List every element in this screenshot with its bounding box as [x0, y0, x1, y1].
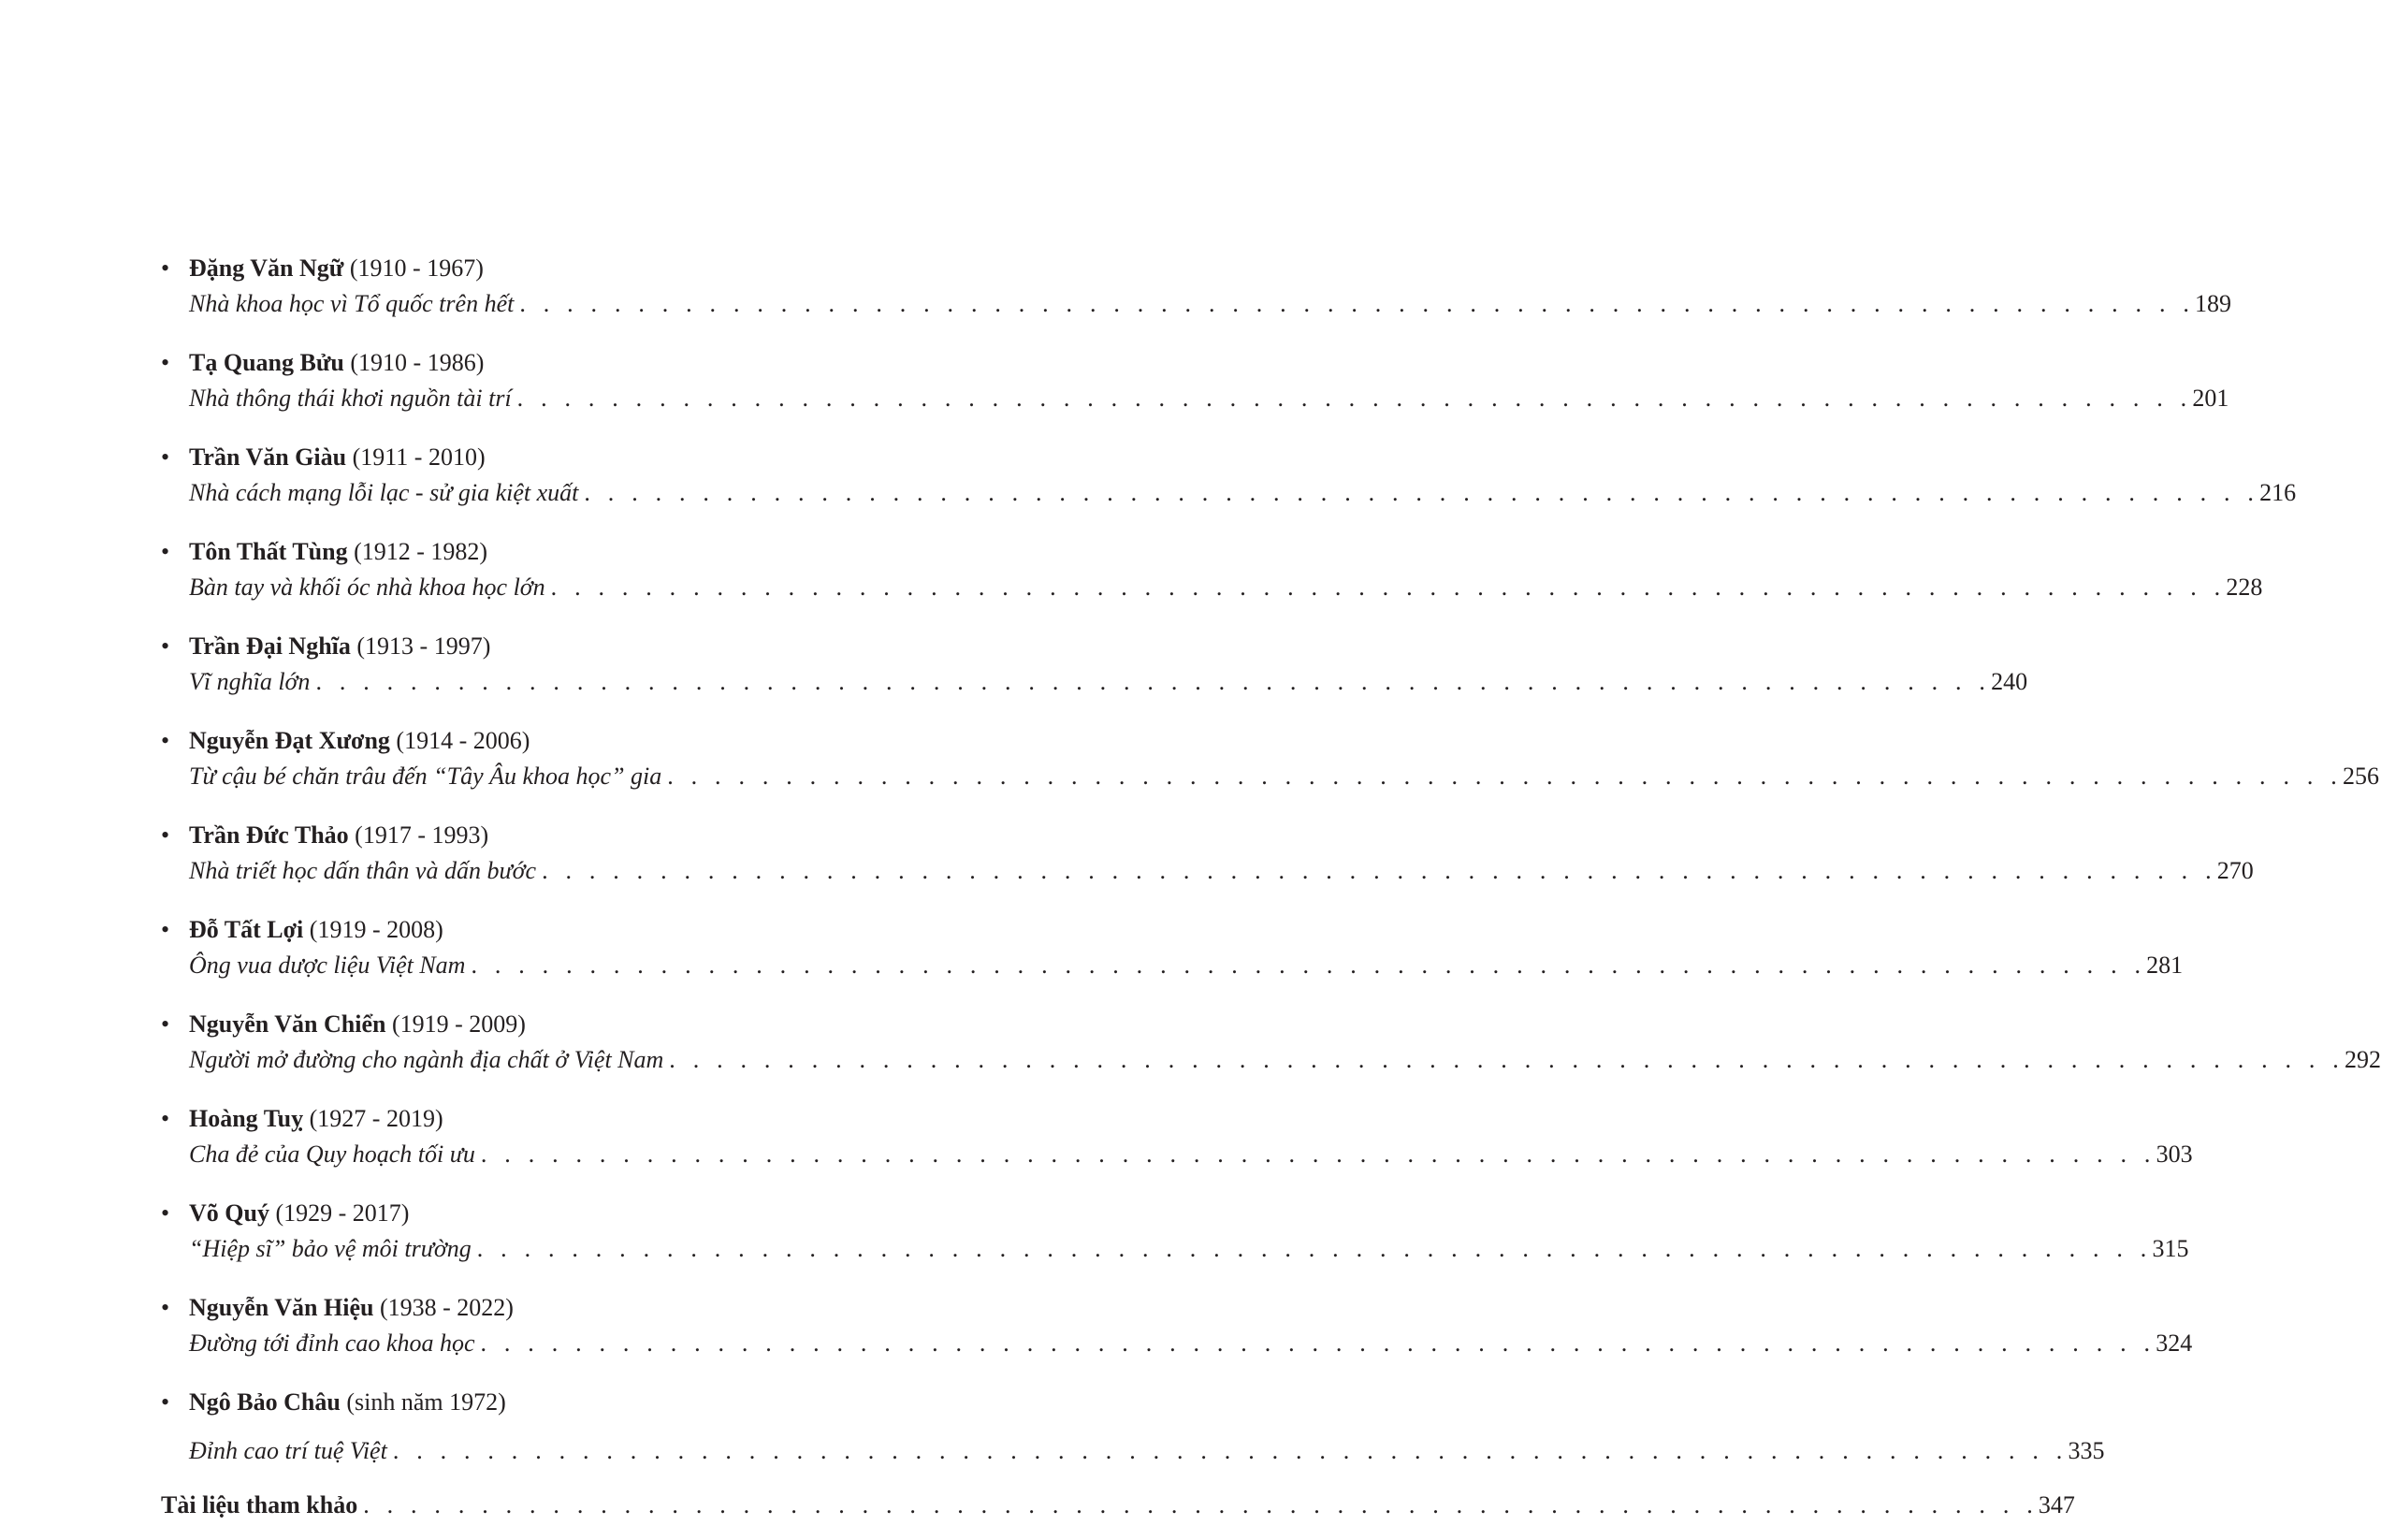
entry-line [189, 288, 2232, 320]
person-name: Trần Văn Giàu [189, 443, 347, 471]
dot-leader: . . . . . . . . . . . . . . . . . . . . . . . . . . . . . . . . . . . . . . . . . . . . . . . . . . . . . . . . . . . . . . . . . . . . . . . [669, 1046, 2345, 1073]
references-title: Tài liệu tham khảo [161, 1491, 358, 1518]
bullet: • [161, 1199, 170, 1227]
page-number: 201 [2192, 385, 2229, 412]
dot-leader: . . . . . . . . . . . . . . . . . . . . . . . . . . . . . . . . . . . . . . . . . . . . . . . . . . . . . . . . . . . . . . . . . . . . . . . [480, 1329, 2156, 1357]
toc-entry-references[interactable] [161, 1489, 2075, 1521]
person-years: (1913 - 1997) [356, 632, 491, 660]
dot-leader: . . . . . . . . . . . . . . . . . . . . . . . . . . . . . . . . . . . . . . . . . . . . . . . . . . . . . . . . . . . . . . . . . . . . . . . [550, 574, 2227, 601]
entry-heading [189, 631, 949, 662]
toc-entry[interactable] [161, 442, 2297, 509]
person-years: (sinh năm 1972) [346, 1388, 506, 1416]
person-years: (1938 - 2022) [379, 1294, 514, 1321]
person-years: (1927 - 2019) [309, 1105, 443, 1132]
person-name: Đỗ Tất Lợi [189, 916, 304, 943]
person-years: (1919 - 2009) [391, 1010, 526, 1038]
bullet: • [161, 254, 170, 282]
bullet: • [161, 443, 170, 471]
page-number: 256 [2342, 763, 2379, 790]
dot-leader: . . . . . . . . . . . . . . . . . . . . . . . . . . . . . . . . . . . . . . . . . . . . . . . . . . . . . . . . . . . . . . . . . . . . . . . [667, 763, 2343, 790]
bullet: • [161, 538, 170, 565]
page-number: 270 [2216, 857, 2254, 884]
entry-line [189, 666, 2028, 698]
person-years: (1910 - 1986) [350, 349, 485, 376]
page-number: 240 [1991, 668, 2028, 695]
dot-leader: . . . . . . . . . . . . . . . . . . . . . . . . . . . . . . . . . . . . . . . . . . . . . . . . . . . . . . . . . . . . . . . . . . . . . . . [476, 1235, 2153, 1262]
page-number: 281 [2146, 952, 2184, 979]
dot-leader: . . . . . . . . . . . . . . . . . . . . . . . . . . . . . . . . . . . . . . . . . . . . . . . . . . . . . . . . . . . . . . . . . . . . . . . [516, 385, 2193, 412]
toc-entry[interactable] [161, 347, 2229, 414]
entry-heading [189, 1198, 949, 1229]
dot-leader: . . . . . . . . . . . . . . . . . . . . . . . . . . . . . . . . . . . . . . . . . . . . . . . . . . . . . . . . . . . . . . . . . . . . . . . [471, 952, 2147, 979]
toc-entry[interactable] [161, 725, 2379, 792]
bullet: • [161, 349, 170, 376]
entry-subtitle: Đỉnh cao trí tuệ Việt [189, 1437, 387, 1464]
entry-subtitle: Nhà cách mạng lỗi lạc - sử gia kiệt xuất [189, 479, 579, 506]
entry-subtitle: Vĩ nghĩa lớn [189, 668, 311, 695]
dot-leader: . . . . . . . . . . . . . . . . . . . . . . . . . . . . . . . . . . . . . . . . . . . . . . . . . . . . . . . . . . . . . . . . . . . . . . . [519, 290, 2196, 317]
entry-heading [189, 820, 949, 851]
bullet: • [161, 727, 170, 754]
entry-heading [189, 1009, 949, 1040]
page-number: 216 [2259, 479, 2297, 506]
entry-line [189, 477, 2297, 509]
entry-subtitle: Người mở đường cho ngành địa chất ở Việt Nam [189, 1046, 664, 1073]
person-years: (1914 - 2006) [396, 727, 530, 754]
entry-heading [189, 253, 949, 284]
entry-subtitle: Cha đẻ của Quy hoạch tối ưu [189, 1140, 475, 1168]
person-years: (1917 - 1993) [355, 821, 489, 849]
person-name: Tạ Quang Bửu [189, 349, 344, 376]
person-name: Hoàng Tuỵ [189, 1105, 304, 1132]
entry-line [189, 1435, 2105, 1467]
entry-subtitle: Bàn tay và khối óc nhà khoa học lớn [189, 574, 545, 601]
person-years: (1919 - 2008) [309, 916, 443, 943]
toc-entry[interactable] [161, 820, 2254, 887]
entry-subtitle: “Hiệp sĩ” bảo vệ môi trường [189, 1235, 472, 1262]
person-name: Tôn Thất Tùng [189, 538, 348, 565]
person-years: (1911 - 2010) [352, 443, 486, 471]
bullet: • [161, 1388, 170, 1416]
entry-line [189, 1233, 2189, 1265]
entry-line [189, 1044, 2381, 1076]
entry-line [189, 1139, 2193, 1170]
person-name: Đặng Văn Ngữ [189, 254, 344, 282]
entry-heading [189, 1387, 949, 1418]
dot-leader: . . . . . . . . . . . . . . . . . . . . . . . . . . . . . . . . . . . . . . . . . . . . . . . . . . . . . . . . . . . . . . . . . . . . . . . [542, 857, 2217, 884]
toc-entry[interactable] [161, 1292, 2193, 1359]
entry-subtitle: Ông vua dược liệu Việt Nam [189, 952, 466, 979]
entry-subtitle: Đường tới đỉnh cao khoa học [189, 1329, 475, 1357]
person-name: Trần Đức Thảo [189, 821, 349, 849]
dot-leader: . . . . . . . . . . . . . . . . . . . . . . . . . . . . . . . . . . . . . . . . . . . . . . . . . . . . . . . . . . . . . . . . . . . . . . . [392, 1437, 2069, 1464]
person-name: Võ Quý [189, 1199, 269, 1227]
entry-line [189, 1328, 2193, 1359]
dot-leader: . . . . . . . . . . . . . . . . . . . . . . . . . . . . . . . . . . . . . . . . . . . . . . . . . . . . . . . . . . . . . . . . . . . . . . . [480, 1140, 2156, 1168]
toc-entry[interactable] [161, 1009, 2381, 1076]
entry-heading [189, 347, 949, 379]
bullet: • [161, 632, 170, 660]
table-of-contents [161, 253, 2381, 1521]
toc-entry[interactable] [161, 914, 2184, 981]
entry-line [189, 950, 2184, 981]
toc-entry[interactable] [161, 1103, 2193, 1170]
page-number: 303 [2156, 1140, 2193, 1168]
page-number: 315 [2152, 1235, 2189, 1262]
person-name: Nguyễn Văn Chiển [189, 1010, 386, 1038]
entry-subtitle: Nhà triết học dấn thân và dấn bước [189, 857, 537, 884]
toc-entries [161, 253, 2381, 1467]
entry-heading [189, 1292, 949, 1324]
entry-line [189, 761, 2379, 792]
entry-line [189, 855, 2254, 887]
person-years: (1910 - 1967) [349, 254, 484, 282]
bullet: • [161, 1105, 170, 1132]
page-number: 292 [2345, 1046, 2381, 1073]
dot-leader: . . . . . . . . . . . . . . . . . . . . . . . . . . . . . . . . . . . . . . . . . . . . . . . . . . . . . . . . . . . . . . . . . . . . . . . [363, 1491, 2039, 1518]
toc-entry[interactable] [161, 536, 2263, 603]
entry-subtitle: Từ cậu bé chăn trâu đến “Tây Âu khoa học” gia [189, 763, 662, 790]
page-number: 228 [2226, 574, 2263, 601]
page-number: 189 [2195, 290, 2232, 317]
person-name: Nguyễn Đạt Xương [189, 727, 390, 754]
entry-heading [189, 1103, 949, 1135]
toc-entry[interactable] [161, 631, 2028, 698]
entry-heading [189, 914, 949, 946]
person-name: Trần Đại Nghĩa [189, 632, 351, 660]
entry-heading [189, 725, 949, 757]
entry-subtitle: Nhà khoa học vì Tổ quốc trên hết [189, 290, 515, 317]
person-years: (1912 - 1982) [354, 538, 488, 565]
entry-subtitle: Nhà thông thái khơi nguồn tài trí [189, 385, 512, 412]
person-years: (1929 - 2017) [275, 1199, 410, 1227]
person-name: Ngô Bảo Châu [189, 1388, 341, 1416]
entry-heading [189, 536, 949, 568]
bullet: • [161, 916, 170, 943]
page-number: 335 [2068, 1437, 2105, 1464]
toc-entry[interactable] [161, 1198, 2189, 1265]
references-page-number: 347 [2038, 1491, 2075, 1518]
dot-leader: . . . . . . . . . . . . . . . . . . . . . . . . . . . . . . . . . . . . . . . . . . . . . . . . . . . . . . . . . . . . . . . . . . . . . . . [584, 479, 2260, 506]
bullet: • [161, 1294, 170, 1321]
entry-line [189, 572, 2263, 603]
toc-entry[interactable] [161, 253, 2232, 320]
person-name: Nguyễn Văn Hiệu [189, 1294, 374, 1321]
dot-leader: . . . . . . . . . . . . . . . . . . . . . . . . . . . . . . . . . . . . . . . . . . . . . . . . . . . . . . . . . . . . . . . . . . . . . . . [315, 668, 1992, 695]
page-number: 324 [2156, 1329, 2193, 1357]
toc-entry[interactable] [161, 1387, 2105, 1467]
entry-line [189, 383, 2229, 414]
entry-heading [189, 442, 949, 473]
bullet: • [161, 821, 170, 849]
bullet: • [161, 1010, 170, 1038]
